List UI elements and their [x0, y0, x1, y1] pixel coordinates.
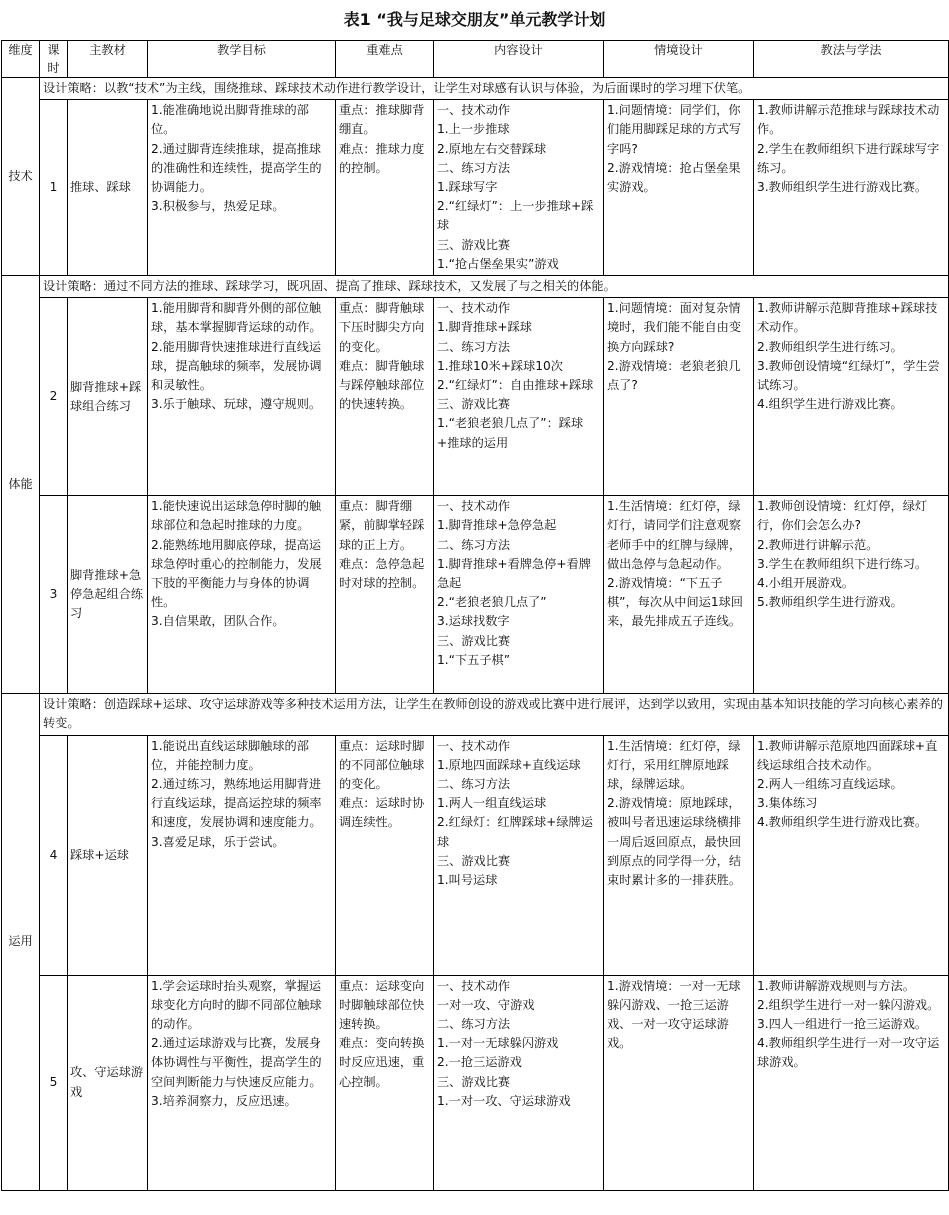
content-design-line: 1.“下五子棋”: [437, 652, 511, 667]
teaching-learning-methods: [754, 975, 949, 1190]
content-design-line: 1.脚背推球+踩球: [437, 320, 532, 335]
teaching-learning-methods-line: 4.教师组织学生进行一对一攻守运球游戏。: [757, 1036, 940, 1070]
key-difficult-points-line: 难点：变向转换时反应迅速，重心控制。: [339, 1036, 425, 1089]
teaching-learning-methods: [754, 298, 949, 496]
key-difficult-points-line: 难点：推球力度的控制。: [339, 141, 425, 175]
content-design-line: 1.脚背推球+急停急起: [437, 518, 557, 533]
teaching-learning-methods-line: 1.教师讲解示范脚背推球+踩球技术动作。: [757, 301, 938, 335]
dimension-cell: 体能: [2, 276, 40, 694]
content-design-line: 一、技术动作: [437, 103, 511, 118]
teaching-goals: [148, 975, 336, 1190]
content-design-line: 二、练习方法: [437, 1017, 511, 1032]
content-design-line: 1.叫号运球: [437, 873, 498, 888]
page-title: 表1 “我与足球交朋友”单元教学计划: [343, 10, 606, 29]
content-design-line: 1.推球10米+踩球10次: [437, 358, 563, 373]
key-difficult-points-line: 重点：运球时脚的不同部位触球的变化。: [339, 738, 425, 792]
main-material: 脚背推球+急停急起组合练习: [68, 496, 148, 694]
content-design-line: 1.上一步推球: [437, 122, 510, 137]
teaching-goals-line: 1.能快速说出运球急停时脚的触球部位和急起时推球的力度。: [151, 499, 322, 533]
content-design-line: 1.一对一攻、守运球游戏: [437, 1093, 571, 1108]
content-design-line: 1.踩球写字: [437, 180, 498, 195]
key-difficult-points-line: 重点：脚背绷紧，前脚掌轻踩球的正上方。: [339, 499, 425, 552]
content-design: [434, 100, 604, 276]
teaching-goals-line: 3.培养洞察力，反应迅速。: [151, 1093, 297, 1108]
teaching-learning-methods-line: 4.小组开展游戏。: [757, 576, 854, 591]
content-design-line: 三、游戏比赛: [437, 397, 511, 412]
key-difficult-points-line: 难点：脚背触球与踩停触球部位的快速转换。: [339, 358, 425, 412]
content-design-line: 一、技术动作: [437, 738, 511, 753]
lesson-number: 2: [40, 298, 68, 496]
header-cell: 情境设计: [604, 41, 754, 78]
lesson-row: [2, 975, 949, 1190]
teaching-goals-line: 2.通过运球游戏与比赛，发展身体协调性与平衡性，提高学生的空间判断能力与快速反应能力。: [151, 1036, 322, 1089]
content-design-line: 一、技术动作: [437, 499, 511, 514]
teaching-goals-line: 3.自信果敢，团队合作。: [151, 614, 285, 629]
content-design-line: 2.一抢三运游戏: [437, 1055, 522, 1070]
content-design-line: 2.原地左右交替踩球: [437, 141, 547, 156]
teaching-learning-methods-line: 5.教师组织学生进行游戏。: [757, 595, 903, 610]
content-design-line: 3.运球找数字: [437, 614, 510, 629]
content-design-line: 1.两人一组直线运球: [437, 796, 547, 811]
scenario-design-line: 2.游戏情境：“下五子棋”，每次从中间运1球回来，最先排成五子连线。: [607, 576, 743, 629]
teaching-goals-line: 1.能准确地说出脚背推球的部位。: [151, 103, 309, 137]
scenario-design-line: 2.游戏情境：原地踩球，被叫号者迅速运球绕横排一周后返回原点，最快回到原点的同学得一分，结束时累计多的一排获胜。: [607, 796, 742, 888]
key-difficult-points-line: 难点：急停急起时对球的控制。: [339, 556, 425, 591]
dimension-cell: 运用: [2, 694, 40, 1190]
content-design-line: 三、游戏比赛: [437, 853, 511, 868]
teaching-learning-methods-line: 2.两人一组练习直线运球。: [757, 777, 903, 792]
teaching-learning-methods-line: 3.集体练习: [757, 796, 818, 811]
scenario-design-line: 1.生活情境：红灯停，绿灯行，请同学们注意观察老师手中的红牌与绿牌，做出急停与急起动作。: [607, 499, 742, 571]
lesson-row: [2, 298, 949, 496]
scenario-design-line: 2.游戏情境：抢占堡垒果实游戏。: [607, 160, 741, 195]
header-cell: 课时: [40, 41, 68, 78]
content-design: [434, 735, 604, 975]
content-design-line: 2.红绿灯：红牌踩球+绿牌运球: [437, 815, 593, 849]
teaching-goals-line: 3.积极参与，热爱足球。: [151, 199, 285, 214]
teaching-plan-table: [1, 40, 949, 1191]
content-design-line: 二、练习方法: [437, 537, 511, 552]
teaching-learning-methods-line: 1.教师讲解示范推球与踩球技术动作。: [757, 103, 940, 137]
content-design-line: 2.“老狼老狼几点了”: [437, 595, 547, 610]
dimension-cell: 技术: [2, 78, 40, 276]
scenario-design-line: 1.生活情境：红灯停，绿灯行，采用红牌原地踩球，绿牌运球。: [607, 738, 741, 792]
scenario-design: [604, 735, 754, 975]
key-difficult-points-line: 难点：运球时协调连续性。: [339, 796, 425, 830]
content-design: [434, 975, 604, 1190]
strategy-cell: 设计策略：以教“技术”为主线，围绕推球、踩球技术动作进行教学设计，让学生对球感有认识与体验，为后面课时的学习埋下伏笔。: [40, 78, 949, 100]
teaching-goals-line: 2.能用脚背快速推球进行直线运球，提高触球的频率，发展协调和灵敏性。: [151, 339, 322, 393]
lesson-number: 3: [40, 496, 68, 694]
scenario-design: [604, 298, 754, 496]
content-design-line: 1.一对一无球躲闪游戏: [437, 1036, 559, 1051]
content-design-line: 二、练习方法: [437, 160, 511, 175]
teaching-goals-line: 2.通过练习，熟练地运用脚背进行直线运球，提高运控球的频率和速度，发展协调和速度能力。: [151, 777, 322, 830]
teaching-learning-methods-line: 2.教师进行讲解示范。: [757, 537, 879, 552]
header-cell: 重难点: [336, 41, 434, 78]
lesson-row: [2, 496, 949, 694]
content-design-line: 1.原地四面踩球+直线运球: [437, 757, 581, 772]
teaching-goals: [148, 496, 336, 694]
scenario-design: [604, 496, 754, 694]
strategy-cell: 设计策略：创造踩球+运球、攻守运球游戏等多种技术运用方法，让学生在教师创设的游戏或比赛中进行展评，达到学以致用，实现由基本知识技能的学习向核心素养的转变。: [40, 694, 949, 735]
header-cell: 内容设计: [434, 41, 604, 78]
teaching-learning-methods-line: 1.教师创设情境：红灯停，绿灯行，你们会怎么办?: [757, 499, 928, 533]
strategy-row: [2, 78, 949, 100]
content-design-line: 一、技术动作: [437, 301, 511, 316]
header-cell: 教法与学法: [754, 41, 949, 78]
teaching-goals: [148, 100, 336, 276]
key-difficult-points: [336, 975, 434, 1190]
scenario-design-line: 1.游戏情境：一对一无球躲闪游戏、一抢三运游戏、一对一攻守运球游戏。: [607, 978, 741, 1051]
lesson-number: 4: [40, 735, 68, 975]
content-design-line: 1.“抢占堡垒果实”游戏: [437, 256, 559, 271]
key-difficult-points-line: 重点：运球变向时脚触球部位快速转换。: [339, 978, 425, 1032]
content-design-line: 三、游戏比赛: [437, 633, 511, 648]
key-difficult-points-line: 重点：推球脚背绷直。: [339, 103, 425, 137]
content-design-line: 三、游戏比赛: [437, 237, 511, 252]
teaching-learning-methods-line: 3.四人一组进行一抢三运游戏。: [757, 1017, 928, 1032]
teaching-learning-methods: [754, 735, 949, 975]
header-cell: 主教材: [68, 41, 148, 78]
strategy-row: [2, 276, 949, 298]
teaching-goals-line: 3.喜爱足球，乐于尝试。: [151, 834, 285, 849]
main-material: 攻、守运球游戏: [68, 975, 148, 1190]
content-design-line: 1.“老狼老狼几点了”：踩球+推球的运用: [437, 416, 584, 450]
teaching-learning-methods-line: 3.教师创设情境“红绿灯”，学生尝试练习。: [757, 358, 940, 393]
teaching-goals-line: 1.能说出直线运球脚触球的部位，并能控制力度。: [151, 738, 309, 772]
content-design-line: 2.“红绿灯”：上一步推球+踩球: [437, 199, 594, 233]
content-design-line: 一、技术动作: [437, 978, 511, 993]
key-difficult-points: [336, 496, 434, 694]
content-design-line: 2.“红绿灯”：自由推球+踩球: [437, 378, 594, 393]
strategy-cell: 设计策略：通过不同方法的推球、踩球学习，既巩固、提高了推球、踩球技术，又发展了与之相关的体能。: [40, 276, 949, 298]
header-row: [2, 41, 949, 78]
teaching-learning-methods-line: 3.学生在教师组织下进行练习。: [757, 556, 928, 571]
teaching-learning-methods-line: 1.教师讲解示范原地四面踩球+直线运球组合技术动作。: [757, 738, 938, 772]
teaching-learning-methods-line: 2.教师组织学生进行练习。: [757, 339, 903, 354]
lesson-row: [2, 735, 949, 975]
teaching-learning-methods-line: 4.组织学生进行游戏比赛。: [757, 397, 903, 412]
content-design-line: 三、游戏比赛: [437, 1074, 511, 1089]
teaching-learning-methods-line: 4.教师组织学生进行游戏比赛。: [757, 815, 928, 830]
teaching-goals: [148, 735, 336, 975]
table-body: [2, 78, 949, 1191]
main-material: 推球、踩球: [68, 100, 148, 276]
teaching-learning-methods: [754, 100, 949, 276]
teaching-learning-methods-line: 3.教师组织学生进行游戏比赛。: [757, 180, 928, 195]
content-design-line: 一对一攻、守游戏: [437, 997, 535, 1012]
lesson-number: 5: [40, 975, 68, 1190]
teaching-learning-methods-line: 2.组织学生进行一对一躲闪游戏。: [757, 997, 940, 1012]
content-design-line: 二、练习方法: [437, 777, 511, 792]
header-cell: 维度: [2, 41, 40, 78]
key-difficult-points: [336, 735, 434, 975]
content-design: [434, 298, 604, 496]
scenario-design-line: 2.游戏情境：老狼老狼几点了?: [607, 358, 741, 393]
header-cell: 教学目标: [148, 41, 336, 78]
scenario-design-line: 1.问题情境：同学们，你们能用脚踩足球的方式写字吗?: [607, 103, 742, 156]
key-difficult-points: [336, 100, 434, 276]
key-difficult-points-line: 重点：脚背触球下压时脚尖方向的变化。: [339, 301, 425, 354]
content-design-line: 二、练习方法: [437, 339, 511, 354]
main-material: 踩球+运球: [68, 735, 148, 975]
lesson-number: 1: [40, 100, 68, 276]
scenario-design: [604, 100, 754, 276]
key-difficult-points: [336, 298, 434, 496]
content-design: [434, 496, 604, 694]
teaching-learning-methods-line: 1.教师讲解游戏规则与方法。: [757, 978, 915, 993]
teaching-learning-methods-line: 2.学生在教师组织下进行踩球写字练习。: [757, 141, 940, 175]
teaching-goals-line: 2.通过脚背连续推球，提高推球的准确性和连续性，提高学生的协调能力。: [151, 141, 322, 195]
scenario-design-line: 1.问题情境：面对复杂情境时，我们能不能自由变换方向踩球?: [607, 301, 742, 354]
teaching-goals-line: 3.乐于触球、玩球，遵守规则。: [151, 397, 322, 412]
teaching-goals-line: 2.能熟练地用脚底停球，提高运球急停时重心的控制能力，发展下肢的平衡能力与身体的协调性。: [151, 537, 322, 610]
scenario-design: [604, 975, 754, 1190]
strategy-row: [2, 694, 949, 735]
teaching-goals-line: 1.能用脚背和脚背外侧的部位触球，基本掌握脚背运球的动作。: [151, 301, 322, 335]
teaching-goals-line: 1.学会运球时抬头观察，掌握运球变化方向时的脚不同部位触球的动作。: [151, 978, 322, 1032]
main-material: 脚背推球+踩球组合练习: [68, 298, 148, 496]
content-design-line: 1.脚背推球+看牌急停+看牌急起: [437, 556, 591, 591]
lesson-row: [2, 100, 949, 276]
teaching-learning-methods: [754, 496, 949, 694]
teaching-goals: [148, 298, 336, 496]
